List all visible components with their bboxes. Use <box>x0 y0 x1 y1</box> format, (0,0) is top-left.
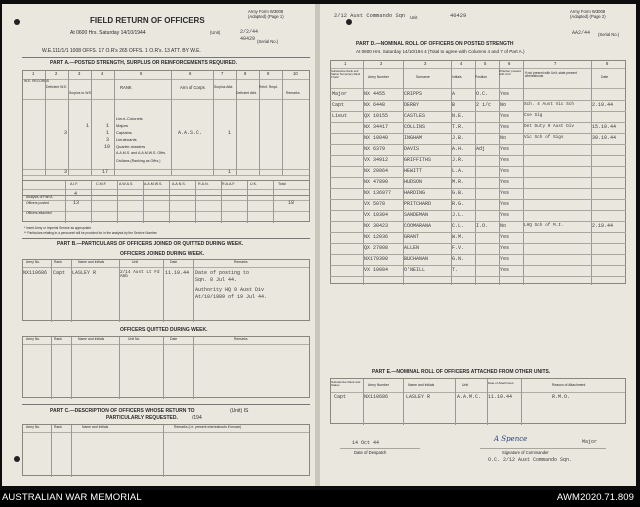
arm-value: A.A.S.C. <box>178 130 203 136</box>
joined-head: Remarks <box>234 260 248 264</box>
roll-cell-no: NX170300 <box>364 256 389 262</box>
part-e-head: Army Number <box>368 383 389 387</box>
analysis-row-label: Officers attached <box>26 211 52 215</box>
attached-reason: R.M.O. <box>552 394 571 400</box>
roll-cell-rank: Lieut <box>332 113 348 119</box>
roll-cell-init: G.B. <box>452 190 465 196</box>
roll-row-line <box>330 276 626 277</box>
roll-cell-pres: Yes <box>500 91 510 97</box>
divider <box>22 57 310 58</box>
rank-value: 1 <box>106 123 110 129</box>
roll-cell-where: Sch. 4 Aust Vic Sch <box>524 102 575 107</box>
joined-rank: Capt <box>53 270 66 276</box>
roll-cell-init: T.R. <box>452 124 465 130</box>
rank-value: 10 <box>104 144 111 150</box>
analysis-value: 4 <box>74 191 78 197</box>
roll-cell-no: VX 34912 <box>364 157 389 163</box>
punch-hole <box>14 456 20 462</box>
analysis-head: A.I.F. <box>70 182 79 186</box>
rank-row: Lieutenants <box>116 137 137 142</box>
roll-cell-name: DAVIS <box>404 146 420 152</box>
roll-cell-name: GRIFFITHS <box>404 157 432 163</box>
analysis-head: Total <box>278 182 286 186</box>
roll-cell-where: LHQ Sch of M.I. <box>524 223 564 228</box>
total-value: 1 <box>228 169 232 175</box>
analysis-head: R.A.A.F. <box>222 182 236 186</box>
roll-cell-init: J.L. <box>452 212 465 218</box>
rank-row: A.A.M.S. and A.A.M.W.S. Offrs. <box>116 151 167 155</box>
roll-cell-init: N.E. <box>452 113 465 119</box>
col-head: Deficient Attd. <box>236 91 257 95</box>
roll-cell-pres: Yes <box>500 113 510 119</box>
roll-cell-where: Vic Sch of Sigs <box>524 135 564 140</box>
form-ref-2: (Adapted) (Page 2) <box>570 14 606 19</box>
part-b-title: PART B.—PARTICULARS OF OFFICERS JOINED OR QUITTED DURING WEEK. <box>57 241 244 247</box>
punch-hole <box>346 19 352 25</box>
rank-value: 1 <box>106 130 110 136</box>
rank-row: Lieut.-Colonels <box>116 116 143 121</box>
roll-cell-pos: 2 i/c <box>476 102 492 108</box>
unit-label: (Unit) <box>210 30 221 35</box>
analysis-value: 18 <box>288 200 295 206</box>
roll-cell-name: CRIPPS <box>404 91 423 97</box>
roll-cell-date: 2.10.44 <box>592 102 614 108</box>
roll-cell-name: DERBY <box>404 102 420 108</box>
quitted-head: Army No. <box>26 337 41 341</box>
roll-cell-pres: Yes <box>500 124 510 130</box>
part-c-head: Name and Initials <box>82 425 109 429</box>
roll-cell-no: QX 10155 <box>364 113 389 119</box>
col-number: 7 <box>554 61 557 66</box>
analysis-table <box>22 180 310 222</box>
form-code: AA2/44 <box>572 30 591 36</box>
col-number: 6 <box>508 61 511 66</box>
col-number: 2 <box>380 61 383 66</box>
roll-row-line <box>330 199 626 200</box>
joined-head: Army No. <box>26 260 41 264</box>
punch-hole <box>14 19 20 25</box>
roll-cell-init: L.A. <box>452 168 465 174</box>
col-head: Surplus Attd. <box>214 85 234 89</box>
joined-head: Rank <box>54 260 62 264</box>
roll-cell-pres: Yes <box>500 212 510 218</box>
part-e-head: Name and Initials <box>408 383 435 387</box>
roll-cell-no: NX 47890 <box>364 179 389 185</box>
col-head: Date <box>601 75 609 79</box>
roll-cell-no: NX 30423 <box>364 223 389 229</box>
joined-head: Unit <box>132 260 139 264</box>
date-line <box>340 448 420 449</box>
col-head: Remarks <box>286 91 300 95</box>
rank-row: Quarter-masters <box>116 144 146 149</box>
signature-label: Signature of Commander <box>502 450 549 455</box>
archive-caption-bar <box>0 490 640 507</box>
joined-remarks: Sqn. 8 Jul 44. <box>195 277 238 283</box>
divider <box>22 238 310 239</box>
col-number: 8 <box>606 61 609 66</box>
joined-remarks: Authority HQ 9 Aust Div <box>195 287 265 293</box>
serial-label: (Serial No.) <box>598 32 620 37</box>
col-number: 5 <box>140 71 143 76</box>
roll-row-line <box>330 111 626 112</box>
serial-no: 40429 <box>240 36 256 42</box>
attached-army-no: NX110686 <box>364 394 389 400</box>
part-e-head: Unit <box>462 383 469 387</box>
col-number: 8 <box>244 71 247 76</box>
we-value: 3 <box>64 130 68 136</box>
col-head: If not present with Unit, state present whereabouts <box>525 71 577 79</box>
unit-label: Unit <box>410 15 418 20</box>
col-head: Reinf. Reqd. <box>259 85 278 89</box>
roll-cell-pres: Yes <box>500 234 510 240</box>
col-number: 6 <box>189 71 192 76</box>
form-ref: Army Form W3008 <box>248 9 284 14</box>
roll-cell-name: PRITCHARD <box>404 201 432 207</box>
roll-cell-pres: Yes <box>500 190 510 196</box>
joined-army-no: NX110686 <box>23 270 48 276</box>
unit-header: 2/12 Aust Commando Sqn <box>334 13 406 19</box>
signature-unit: O.C. 2/12 Aust Commando Sqn. <box>488 457 573 463</box>
roll-cell-no: QX 27008 <box>364 245 389 251</box>
roll-cell-pres: No <box>500 223 507 229</box>
roll-cell-no: NX 4455 <box>364 91 386 97</box>
roll-cell-no: NX 34417 <box>364 124 389 130</box>
analysis-head: C.M.F. <box>96 182 107 186</box>
roll-cell-date: 30.10.44 <box>592 135 617 141</box>
analysis-head: A.W.A.S. <box>119 182 134 186</box>
analysis-head: R.A.N. <box>198 182 209 186</box>
roll-cell-name: O'NEILL <box>404 267 426 273</box>
part-a-title: PART A.—POSTED STRENGTH, SURPLUS OR REINFORCEMENTS REQUIRED. <box>50 60 237 66</box>
roll-cell-name: HARDING <box>404 190 426 196</box>
part-c-head: Rank <box>54 425 62 429</box>
col-head: Initials <box>452 75 462 79</box>
roll-cell-init: A <box>452 91 456 97</box>
part-c-date: /194 <box>192 415 202 421</box>
col-number: 3 <box>78 71 81 76</box>
col-head: Whether present with Unit <box>499 69 522 76</box>
roll-cell-init: F.V. <box>452 245 465 251</box>
roll-row-line <box>330 210 626 211</box>
analysis-row-label: Officers posted <box>26 201 49 205</box>
roll-cell-init: M.R. <box>452 179 465 185</box>
quitted-title: OFFICERS QUITTED DURING WEEK. <box>120 327 208 333</box>
roll-cell-pres: Yes <box>500 201 510 207</box>
total-value: 17 <box>102 169 109 175</box>
col-number: 1 <box>32 71 35 76</box>
roll-cell-name: COLLINS <box>404 124 426 130</box>
roll-cell-name: HUDSON <box>404 179 423 185</box>
roll-cell-name: SANDEMAN <box>404 212 429 218</box>
commander-signature: A Spence <box>494 435 528 443</box>
roll-cell-pres: Yes <box>500 157 510 163</box>
roll-cell-no: NX 6448 <box>364 102 386 108</box>
roll-row-line <box>330 265 626 266</box>
rank-row: Majors <box>116 123 129 128</box>
roll-cell-no: VX 10304 <box>364 212 389 218</box>
joined-unit: 2/14 Aust Lt Fd Amb <box>120 270 160 280</box>
signature-line <box>480 448 606 449</box>
roll-cell-pres: Yes <box>500 256 510 262</box>
col-head: W.E. RECORDS <box>24 79 50 83</box>
roll-cell-name: INGHAM <box>404 135 423 141</box>
divider <box>22 404 310 405</box>
col-head: Substantive Rank and Status Temporary Rank if held <box>331 69 361 79</box>
col-head: Surname <box>416 75 430 79</box>
footnote: ** Particulars relating to a personnel will be provided for in the analysis by the Service Number. <box>24 231 158 235</box>
roll-cell-where: Cse Sig <box>524 113 543 118</box>
roll-cell-name: ALLEN <box>404 245 420 251</box>
col-number: 3 <box>424 61 427 66</box>
form-ref: Army Form W3008 <box>570 9 606 14</box>
joined-remarks: Date of posting to <box>195 270 250 276</box>
col-number: 7 <box>221 71 224 76</box>
roll-cell-no: NX 6379 <box>364 146 386 152</box>
roll-cell-init: A.H. <box>452 146 465 152</box>
roll-cell-pos: Adj <box>476 146 486 152</box>
roll-row-line <box>330 144 626 145</box>
col-number: 1 <box>344 61 347 66</box>
roll-row-line <box>330 100 626 101</box>
roll-cell-name: GRANT <box>404 234 420 240</box>
rank-row: Captains <box>116 130 132 135</box>
analysis-row-label: Analysis of Part A <box>26 195 53 199</box>
col-head: Deficient W.E. <box>46 85 68 89</box>
roll-cell-no: NX 136977 <box>364 190 392 196</box>
col-head: Surplus to W.E. <box>69 91 93 95</box>
joined-title: OFFICERS JOINED DURING WEEK. <box>120 251 205 257</box>
part-e-head: Reason of Attachment <box>552 383 586 387</box>
part-d-title: PART D.—NOMINAL ROLL OF OFFICERS ON POSTED STRENGTH <box>356 41 514 47</box>
col-number: 9 <box>267 71 270 76</box>
analysis-head: A.A.N.S. <box>172 182 186 186</box>
roll-cell-init: J.B. <box>452 135 465 141</box>
page-title: FIELD RETURN OF OFFICERS <box>90 16 205 25</box>
attached-name: LASLEY R <box>406 394 431 400</box>
col-number: 4 <box>101 71 104 76</box>
col-head: RANK <box>120 85 132 90</box>
roll-cell-where: Det Duty 9 Aust Div <box>524 124 575 129</box>
col-head: Position <box>475 75 488 79</box>
unit-code: 2/2/44 <box>240 29 259 35</box>
roll-cell-init: W.M. <box>452 234 465 240</box>
roll-cell-name: BUCHANAN <box>404 256 429 262</box>
serial-no: 40429 <box>450 13 467 19</box>
roll-row-line <box>330 221 626 222</box>
roll-cell-date: 15.10.44 <box>592 124 617 130</box>
roll-cell-pos: O.C. <box>476 91 489 97</box>
roll-cell-pres: No <box>500 102 507 108</box>
roll-row-line <box>330 232 626 233</box>
roll-cell-no: VX 5078 <box>364 201 386 207</box>
quitted-table <box>22 336 310 398</box>
roll-cell-pres: Yes <box>500 168 510 174</box>
roll-cell-init: J.R. <box>452 157 465 163</box>
roll-cell-init: B <box>452 102 456 108</box>
roll-cell-name: CASTLES <box>404 113 426 119</box>
quitted-head: Remarks <box>234 337 248 341</box>
hours-line: At 0600 Hrs. Saturday 14/10/1944 <box>70 30 146 36</box>
signature-rank: Major <box>582 439 598 445</box>
col-number: 5 <box>484 61 487 66</box>
accession-number: AWM2020.71.809 <box>556 492 634 503</box>
serial-label: (Serial No.) <box>257 39 279 44</box>
roll-row-line <box>330 155 626 156</box>
roll-cell-pres: Yes <box>500 267 510 273</box>
part-c-head: Army No. <box>26 425 41 429</box>
joined-table <box>22 259 310 321</box>
quitted-head: Rank <box>54 337 62 341</box>
roll-cell-rank: Capt <box>332 102 345 108</box>
part-e-head: Date of Attachment <box>488 381 514 385</box>
roll-row-line <box>330 177 626 178</box>
roll-cell-no: NX 20064 <box>364 168 389 174</box>
part-c-head: Remarks (i.e. present whereabouts if known) <box>174 425 242 429</box>
col-head: Army Number <box>368 75 389 79</box>
roll-cell-rank: Major <box>332 91 348 97</box>
attached-value: 1 <box>228 130 232 136</box>
footnote: * Insert Army or Imperial Service as appropriate. <box>24 226 92 230</box>
page-2-nominal-roll <box>320 4 636 486</box>
roll-cell-pres: Yes <box>500 179 510 185</box>
roll-cell-init: G.N. <box>452 256 465 262</box>
part-c-unit: (Unit) IS <box>230 408 249 414</box>
roll-cell-pres: No <box>500 135 507 141</box>
roll-cell-init: R.G. <box>452 201 465 207</box>
form-ref-2: (Adapted) (Page 1) <box>248 14 284 19</box>
roll-cell-name: HEWITT <box>404 168 423 174</box>
despatch-date: 14 Oct 44 <box>352 440 380 446</box>
quitted-head: Date <box>170 337 178 341</box>
we-line: W.E.111/1/1 1008 OFFS. 17 O.R's 265 OFFS. 1 O.R's. 13 ATT. BY W.E. <box>42 48 201 54</box>
attached-rank: Capt <box>334 394 347 400</box>
part-c-title: PART C.—DESCRIPTION OF OFFICERS WHOSE RETURN TO <box>50 408 195 414</box>
attached-date: 11.10.44 <box>488 394 513 400</box>
roll-cell-pres: Yes <box>500 146 510 152</box>
part-c-title-2: PARTICULARLY REQUESTED. <box>106 415 178 421</box>
part-e-title: PART E.—NOMINAL ROLL OF OFFICERS ATTACHED FROM OTHER UNITS. <box>372 369 551 375</box>
quitted-head: Unit No. <box>128 337 141 341</box>
roll-cell-date: 2.10.44 <box>592 223 614 229</box>
roll-row-line <box>330 243 626 244</box>
analysis-head: A.A.M.W.S. <box>144 182 163 186</box>
part-c-table <box>22 424 310 476</box>
joined-remarks: At/10/1989 of 19 Jul 44. <box>195 294 268 300</box>
joined-head: Name and Initials <box>78 260 105 264</box>
hours-line: At 0600 Hrs. Saturday 14/10/194 4 (Total to agree with Columns 4 and 7 of Part A.) <box>356 49 525 54</box>
roll-row-line <box>330 254 626 255</box>
rank-row: Civilians (Ranking as Offrs.) <box>116 159 161 163</box>
attached-unit: A.A.M.C. <box>457 394 482 400</box>
roll-cell-no: NX 10040 <box>364 135 389 141</box>
col-number: 4 <box>460 61 463 66</box>
roll-cell-pres: Yes <box>500 245 510 251</box>
roll-cell-pos: I.O. <box>476 223 489 229</box>
joined-name: LASLEY R <box>72 270 97 276</box>
joined-date: 11.10.44 <box>165 270 190 276</box>
roll-cell-no: NX 12036 <box>364 234 389 240</box>
rank-value: 3 <box>106 137 110 143</box>
part-e-head: Substantive Rank and Status <box>331 380 361 387</box>
roll-row-line <box>330 166 626 167</box>
institution-caption: AUSTRALIAN WAR MEMORIAL <box>2 492 142 503</box>
page-1-field-return <box>2 4 315 486</box>
roll-cell-no: VX 10084 <box>364 267 389 273</box>
col-number: 10 <box>293 71 298 76</box>
roll-cell-name: COOMARANA <box>404 223 432 229</box>
we-value: 1 <box>86 123 90 129</box>
roll-row-line <box>330 188 626 189</box>
roll-cell-init: C.L. <box>452 223 465 229</box>
total-value: 3 <box>64 169 68 175</box>
col-head: Arm of Corps <box>180 85 205 90</box>
roll-row-line <box>330 133 626 134</box>
joined-head: Date <box>170 260 178 264</box>
analysis-head: U.K. <box>250 182 257 186</box>
col-number: 2 <box>55 71 58 76</box>
analysis-value: 13 <box>73 200 80 206</box>
quitted-head: Name and Initials <box>78 337 105 341</box>
roll-cell-init: T. <box>452 267 459 273</box>
roll-row-line <box>330 122 626 123</box>
despatch-label: Date of Despatch <box>354 450 387 455</box>
